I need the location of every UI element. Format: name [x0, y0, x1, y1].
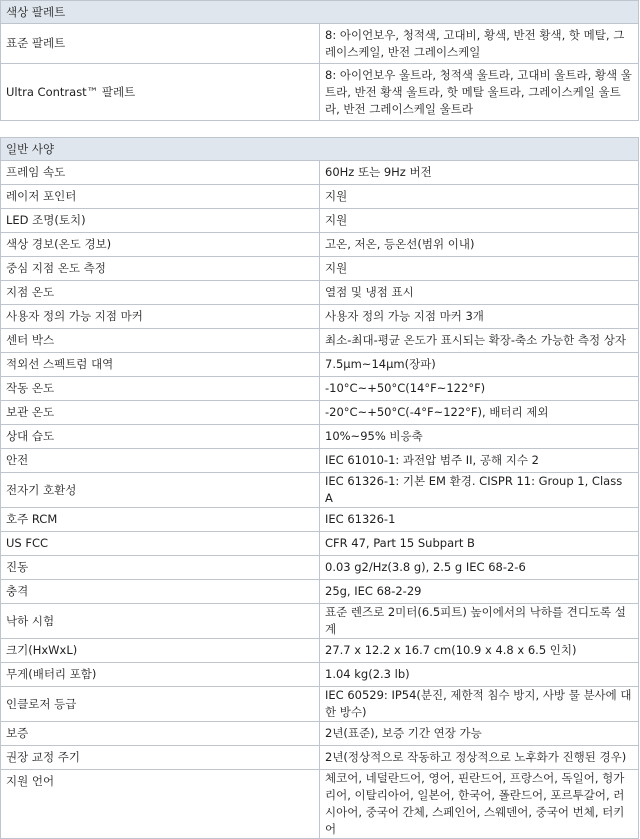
spec-value: 체코어, 네덜란드어, 영어, 핀란드어, 프랑스어, 독일어, 헝가리어, 이탈리아어, 일본어, 한국어, 폴란드어, 포르투갈어, 러시아어, 중국어 간체, 스페인어, 스웨덴어, 중국어 번체, 터키어	[320, 770, 639, 839]
spec-row	[1, 639, 639, 663]
spec-row	[1, 722, 639, 746]
spec-value: 8: 아이언보우, 청적색, 고대비, 황색, 반전 황색, 핫 메탈, 그레이스케일, 반전 그레이스케일	[320, 24, 639, 64]
spec-value: 27.7 x 12.2 x 16.7 cm(10.9 x 4.8 x 6.5 인치)	[320, 639, 639, 663]
spec-label: 레이저 포인터	[1, 185, 320, 209]
spec-value: -10°C~+50°C(14°F~122°F)	[320, 377, 639, 401]
spec-row	[1, 532, 639, 556]
spec-label: US FCC	[1, 532, 320, 556]
spec-label: 사용자 정의 가능 지점 마커	[1, 305, 320, 329]
spec-row	[1, 580, 639, 604]
spec-label: 크기(HxWxL)	[1, 639, 320, 663]
spec-value: 60Hz 또는 9Hz 버전	[320, 161, 639, 185]
spec-value: IEC 60529: IP54(분진, 제한적 침수 방지, 사방 물 분사에 대한 방수)	[320, 687, 639, 722]
spec-row	[1, 305, 639, 329]
spec-value: -20°C~+50°C(-4°F~122°F), 배터리 제외	[320, 401, 639, 425]
section-spacer	[1, 121, 639, 138]
spec-row	[1, 209, 639, 233]
spec-row	[1, 233, 639, 257]
spec-value: 지원	[320, 257, 639, 281]
spec-row	[1, 663, 639, 687]
spec-label: 지점 온도	[1, 281, 320, 305]
spec-value: 25g, IEC 68-2-29	[320, 580, 639, 604]
spec-row	[1, 161, 639, 185]
section-title: 색상 팔레트	[1, 1, 639, 24]
spec-row	[1, 449, 639, 473]
spec-row	[1, 377, 639, 401]
spec-row	[1, 281, 639, 305]
spec-value: 7.5µm~14µm(장파)	[320, 353, 639, 377]
spec-value: 지원	[320, 185, 639, 209]
spec-label: 무게(배터리 포함)	[1, 663, 320, 687]
spec-label: 호주 RCM	[1, 508, 320, 532]
spec-label: 중심 지점 온도 측정	[1, 257, 320, 281]
spec-label: 충격	[1, 580, 320, 604]
spec-label: LED 조명(토치)	[1, 209, 320, 233]
spec-label: 안전	[1, 449, 320, 473]
spec-value: 0.03 g2/Hz(3.8 g), 2.5 g IEC 68-2-6	[320, 556, 639, 580]
spec-row	[1, 473, 639, 508]
spec-value: 열점 및 냉점 표시	[320, 281, 639, 305]
spec-row	[1, 257, 639, 281]
spec-row	[1, 329, 639, 353]
spec-value: 표준 렌즈로 2미터(6.5피트) 높이에서의 낙하를 견디도록 설계	[320, 604, 639, 639]
spec-label: 상대 습도	[1, 425, 320, 449]
spec-label: 전자기 호환성	[1, 473, 320, 508]
spec-row	[1, 746, 639, 770]
spec-label: 인클로저 등급	[1, 687, 320, 722]
spec-value: 사용자 정의 가능 지점 마커 3개	[320, 305, 639, 329]
spec-row	[1, 353, 639, 377]
spec-value: 고온, 저온, 등온선(범위 이내)	[320, 233, 639, 257]
spec-value: 2년(정상적으로 작동하고 정상적으로 노후화가 진행된 경우)	[320, 746, 639, 770]
spec-row	[1, 24, 639, 64]
spec-row	[1, 64, 639, 121]
section-header-row	[1, 1, 639, 24]
spec-value: 1.04 kg(2.3 lb)	[320, 663, 639, 687]
spec-row	[1, 185, 639, 209]
spec-value: 8: 아이언보우 울트라, 청적색 울트라, 고대비 울트라, 황색 울트라, 반전 황색 울트라, 핫 메탈 울트라, 그레이스케일 울트라, 반전 그레이스케일 울트라	[320, 64, 639, 121]
spec-label: 표준 팔레트	[1, 24, 320, 64]
spec-label: 낙하 시험	[1, 604, 320, 639]
spec-row	[1, 556, 639, 580]
spec-row	[1, 604, 639, 639]
spec-label: 작동 온도	[1, 377, 320, 401]
spec-label: Ultra Contrast™ 팔레트	[1, 64, 320, 121]
spec-label: 센터 박스	[1, 329, 320, 353]
spec-value: CFR 47, Part 15 Subpart B	[320, 532, 639, 556]
spec-value: IEC 61010-1: 과전압 범주 II, 공해 지수 2	[320, 449, 639, 473]
spec-value: 최소-최대-평균 온도가 표시되는 확장-축소 가능한 측정 상자	[320, 329, 639, 353]
spec-label: 보관 온도	[1, 401, 320, 425]
spec-row	[1, 425, 639, 449]
section-title: 일반 사양	[1, 138, 639, 161]
spec-label: 프레임 속도	[1, 161, 320, 185]
spec-label: 색상 경보(온도 경보)	[1, 233, 320, 257]
spec-label: 진동	[1, 556, 320, 580]
spec-value: 2년(표준), 보증 기간 연장 가능	[320, 722, 639, 746]
spec-label: 적외선 스펙트럼 대역	[1, 353, 320, 377]
spec-label: 보증	[1, 722, 320, 746]
spec-label: 권장 교정 주기	[1, 746, 320, 770]
spec-row	[1, 770, 639, 839]
spec-value: 10%~95% 비응축	[320, 425, 639, 449]
spec-value: 지원	[320, 209, 639, 233]
spec-row	[1, 508, 639, 532]
section-header-row	[1, 138, 639, 161]
spec-row	[1, 401, 639, 425]
spec-row	[1, 687, 639, 722]
spec-value: IEC 61326-1: 기본 EM 환경. CISPR 11: Group 1, Class A	[320, 473, 639, 508]
spec-value: IEC 61326-1	[320, 508, 639, 532]
spec-label: 지원 언어	[1, 770, 320, 839]
